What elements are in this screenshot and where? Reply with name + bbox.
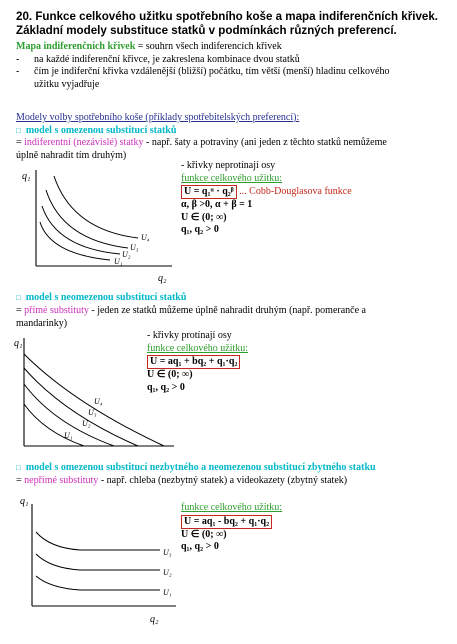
section-2-details [147,330,447,394]
section-1-cond-2: U ∈ (0; ∞) [181,211,227,223]
graph-3-curve-3 [36,532,160,550]
section-1-func-label: funkce celkového užitku: [181,172,283,184]
section-3-func-label: funkce celkového užitku: [181,502,283,513]
title-line-1: 20. Funkce celkového užitku spotřebního koše a mapa indiferenčních křivek. [16,10,439,23]
graph-3-label-u3: U₃ [163,548,172,557]
graph-3-y-label: q₁ [20,496,29,507]
section-2-formula: U = aq₁ + bq₂ + q₁·q₂ [147,355,240,369]
graph-3-curve-2 [36,554,160,570]
eq-sign: = [16,137,25,148]
graph-1-label-u4: U₄ [141,233,150,242]
square-bullet-icon: □ [16,463,21,472]
section-1-details [181,160,451,237]
graph-2-curve-1 [24,404,84,446]
bullet-dash: - [16,66,20,77]
section-3-cond-1: U ∈ (0; ∞) [181,528,227,540]
intro-bullet-2-text: čím je indiferční křivka vzdálenější (bližší) počátku, tím větší (menší) hladinu celkového [34,66,390,77]
graph-2-label-u4: U₄ [94,397,103,406]
graph-2-label-u1: U₁ [64,431,73,440]
intro-bullet-1 [16,54,452,67]
section-1-formula-suffix: ... Cobb-Douglasova funkce [236,186,352,197]
section-1-desc-a: - např. šaty a potraviny (ani jeden z těchto statků nemůžeme [143,137,387,148]
graph-1-curve-3 [46,190,128,248]
section-2-cond-1: U ∈ (0; ∞) [147,369,193,380]
section-2-desc [16,305,452,330]
square-bullet-icon: □ [16,126,21,135]
section-3-cond-2: q₁, q₂ > 0 [181,541,219,552]
graph-3 [20,492,190,626]
square-bullet-icon: □ [16,293,21,302]
section-3-desc [16,475,452,488]
intro-block [16,41,452,91]
eq-sign: = [16,305,25,316]
section-2-func-label: funkce celkového užitku: [147,342,249,354]
section-2-heading-text: model s neomezenou substitucí statků [25,292,187,303]
intro-bullet-1-text: na každé indiferenční křivce, je zakreslena kombinace dvou statků [34,53,300,65]
section-1-term: indiferentní (nezávislé) statky [24,137,144,148]
graph-1-curve-2 [42,206,120,254]
section-3-formula: U = aq₁ - bq₂ + q₁·q₂ [181,515,272,529]
section-2-note: - křivky protínají osy [147,330,232,341]
graph-1-label-u2: U₂ [122,250,131,259]
graph-1-label-u3: U₃ [130,243,139,252]
section-1-formula: U = q₁ᵅ · q₂ᵝ [181,185,237,199]
graph-1-curve-4 [54,176,138,238]
intro-definition [16,41,452,54]
section-2-cond-2: q₁, q₂ > 0 [147,381,185,393]
section-1-heading-text: model s omezenou substitucí statků [25,125,177,136]
graph-1-y-label: q₁ [22,171,31,182]
page-title [16,10,452,37]
section-3-details [181,502,451,554]
section-1-heading [16,125,176,138]
section-2-desc-a: - jeden ze statků můžeme úplně nahradit druhým (např. pomeranče a [88,305,366,316]
graph-2-label-u3: U₃ [88,408,97,417]
graph-3-label-u2: U₂ [163,568,172,577]
graph-2-label-u2: U₂ [82,419,91,428]
section-2-term: přímé substituty [24,305,89,316]
section-3-desc-text: - např. chleba (nezbytný statek) a videokazety (zbytný statek) [98,475,348,486]
title-line-2: Základní modely substituce statků v podmínkách různých preferencí. [16,23,397,37]
section-2-heading [16,292,186,305]
section-3-heading-text: model s omezenou substitucí nezbytného a neomezenou substitucí zbytného statku [25,462,376,473]
intro-term: Mapa indiferenčních křivek [16,41,136,52]
section-3-term: nepřímé substituty [24,475,99,486]
section-1-desc-b: úplně nahradit tím druhým) [16,149,127,161]
intro-bullet-2-cont: užitku vyjadřuje [34,78,100,90]
graph-1-x-label: q₂ [158,273,167,284]
section-1-cond-3: q₁, q₂ > 0 [181,224,219,235]
graph-3-label-u1: U₁ [163,588,172,597]
section-3-heading [16,462,376,475]
graph-1-label-u1: U₁ [114,257,123,266]
section-2-desc-b: mandarinky) [16,317,68,329]
graph-3-x-label: q₂ [150,614,159,625]
models-heading: Modely volby spotřebního koše (příklady spotřebitelských preferencí): [16,112,300,123]
eq-sign: = [16,475,25,486]
intro-definition-text: = souhrn všech indiferencích křivek [135,41,282,52]
section-1-note: - křivky neprotínají osy [181,160,276,171]
section-1-desc [16,137,452,162]
graph-2-y-label: q₁ [14,338,23,349]
bullet-dash: - [16,53,20,65]
section-1-cond-1: α, β >0, α + β = 1 [181,199,253,210]
intro-bullet-2 [16,66,452,79]
graph-3-curve-1 [36,576,160,590]
graph-1 [20,160,180,285]
graph-2-curve-3 [24,368,138,446]
